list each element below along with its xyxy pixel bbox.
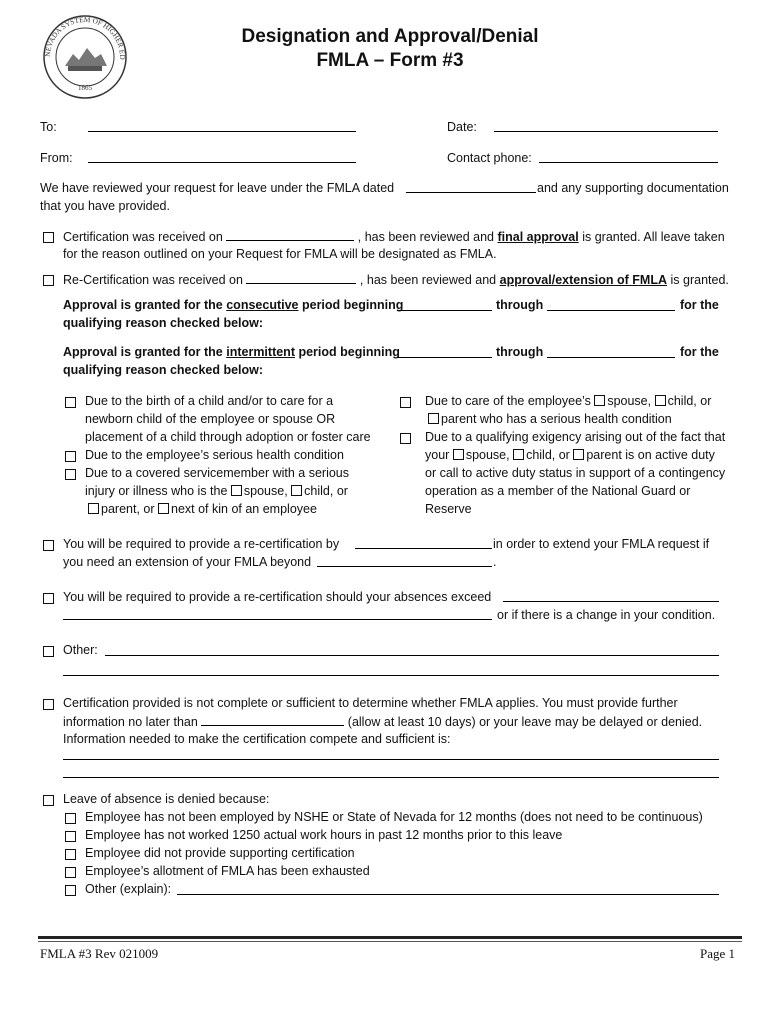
denied-reason-text: Employee has not been employed by NSHE or State of Nevada for 12 months (does not need to be continuous) <box>85 810 703 824</box>
exigency-line-3: or call to active duty status in support of a contingency <box>425 466 726 480</box>
servicemember-child-checkbox[interactable] <box>291 485 302 496</box>
own-health-checkbox[interactable] <box>65 451 76 462</box>
no-later-than-field[interactable] <box>201 713 344 726</box>
recert-exceed-line-2: or if there is a change in your condition. <box>497 608 716 622</box>
intermittent-for-the: for the <box>680 345 719 359</box>
intermittent-begin-field[interactable] <box>397 357 492 358</box>
exigency-checkbox[interactable] <box>400 433 411 444</box>
recert-required-line-1a: You will be required to provide a re-certification by <box>63 537 340 551</box>
birth-line-3: placement of a child through adoption or foster care <box>85 430 371 444</box>
intro-line-2: that you have provided. <box>40 199 170 213</box>
other-field-1[interactable] <box>105 655 719 656</box>
denied-reason-text: Employee has not worked 1250 actual work hours in past 12 months prior to this leave <box>85 828 563 842</box>
servicemember-text-a: injury or illness who is the <box>85 484 228 498</box>
care-family-text-a: Due to care of the employee’s <box>425 394 591 408</box>
certification-text-c: is granted. All leave taken <box>582 230 725 244</box>
servicemember-spouse-label: spouse, <box>243 484 288 498</box>
info-needed-field-2[interactable] <box>63 777 719 778</box>
exigency-spouse-label: spouse, <box>465 448 510 462</box>
care-parent-checkbox[interactable] <box>428 413 439 424</box>
info-needed-field-1[interactable] <box>63 759 719 760</box>
from-field[interactable] <box>88 162 356 163</box>
care-parent-label: parent who has a serious health condition <box>441 412 672 426</box>
exigency-your: your <box>425 448 450 462</box>
nshe-seal-logo <box>35 14 135 100</box>
exigency-parent-label: parent is on active duty <box>586 448 715 462</box>
denied-reason-text: Employee did not provide supporting certification <box>85 846 355 860</box>
servicemember-spouse-checkbox[interactable] <box>231 485 242 496</box>
consecutive-word: consecutive <box>226 298 299 312</box>
servicemember-line-2 <box>85 483 348 500</box>
intermittent-line-1 <box>63 344 400 361</box>
incomplete-line-2 <box>63 713 702 731</box>
consecutive-text-a: Approval is granted for the <box>63 298 223 312</box>
certification-date-field[interactable] <box>226 228 354 241</box>
exigency-line-4: operation as a member of the National Guard or <box>425 484 691 498</box>
exigency-child-checkbox[interactable] <box>513 449 524 460</box>
denied-reason-checkbox[interactable] <box>65 867 76 878</box>
recert-exceed-line-1: You will be required to provide a re-certification should your absences exceed <box>63 590 492 604</box>
recert-required-checkbox[interactable] <box>43 540 54 551</box>
care-family-line-2 <box>428 411 672 428</box>
care-family-line-1 <box>425 393 711 410</box>
recert-required-line-1b: in order to extend your FMLA request if <box>493 537 710 551</box>
intermittent-text-a: Approval is granted for the <box>63 345 223 359</box>
intro-line-1b: and any supporting documentation <box>537 181 729 195</box>
certification-text-b: , has been reviewed and <box>357 230 494 244</box>
certification-checkbox[interactable] <box>43 232 54 243</box>
date-label: Date: <box>447 120 477 134</box>
from-label: From: <box>40 151 73 165</box>
date-field[interactable] <box>494 131 718 132</box>
intermittent-text-b: period beginning <box>298 345 400 359</box>
incomplete-text-b: (allow at least 10 days) or your leave may be delayed or denied. <box>347 715 703 729</box>
denied-reason-text: Other (explain): <box>85 882 172 896</box>
recert-exceed-checkbox[interactable] <box>43 593 54 604</box>
care-child-checkbox[interactable] <box>655 395 666 406</box>
title-line-2: FMLA – Form #3 <box>316 50 464 71</box>
to-label: To: <box>40 120 57 134</box>
intro-line-1a: We have reviewed your request for leave under the FMLA dated <box>40 181 395 195</box>
to-field[interactable] <box>88 131 356 132</box>
leave-denied-checkbox[interactable] <box>43 795 54 806</box>
recert-required-line-2a: you need an extension of your FMLA beyond <box>63 555 312 569</box>
other-field-2[interactable] <box>63 675 719 676</box>
contact-phone-label: Contact phone: <box>447 151 532 165</box>
servicemember-kin-label: next of kin of an employee <box>171 502 317 516</box>
leave-denied-label: Leave of absence is denied because: <box>63 792 270 806</box>
care-spouse-label: spouse, <box>607 394 652 408</box>
servicemember-child-label: child, or <box>304 484 348 498</box>
consecutive-for-the: for the <box>680 298 719 312</box>
denied-reason-checkbox[interactable] <box>65 849 76 860</box>
servicemember-kin-checkbox[interactable] <box>158 503 169 514</box>
exigency-line-1: Due to a qualifying exigency arising out of the fact that <box>425 430 726 444</box>
exigency-line-2 <box>425 447 715 464</box>
recert-by-field[interactable] <box>355 548 492 549</box>
servicemember-parent-label: parent, or <box>101 502 155 516</box>
other-label: Other: <box>63 643 98 657</box>
consecutive-begin-field[interactable] <box>397 310 492 311</box>
contact-phone-field[interactable] <box>539 162 718 163</box>
recertification-date-field[interactable] <box>246 271 356 284</box>
recertification-text-b: , has been reviewed and <box>359 273 497 287</box>
footer-divider <box>38 936 742 939</box>
consecutive-line-2: qualifying reason checked below: <box>63 316 264 330</box>
recertification-line-1 <box>63 271 729 289</box>
denied-reason-text: Employee’s allotment of FMLA has been exhausted <box>85 864 370 878</box>
recertification-text-c: is granted. <box>670 273 729 287</box>
servicemember-parent-checkbox[interactable] <box>88 503 99 514</box>
consecutive-line-1 <box>63 297 403 314</box>
approval-extension-text: approval/extension of FMLA <box>499 273 668 287</box>
servicemember-line-3 <box>88 501 317 518</box>
incomplete-line-3: Information needed to make the certification compete and sufficient is: <box>63 732 451 746</box>
recertification-text-a: Re-Certification was received on <box>63 273 243 287</box>
certification-line-2: for the reason outlined on your Request for FMLA will be designated as FMLA. <box>63 247 497 261</box>
footer-page-number: Page 1 <box>700 946 736 961</box>
incomplete-line-1: Certification provided is not complete or sufficient to determine whether FMLA applies. You must provide further <box>63 696 678 710</box>
intermittent-end-field[interactable] <box>547 357 675 358</box>
seal-year: 1865 <box>78 84 92 92</box>
extension-beyond-field[interactable] <box>317 566 492 567</box>
consecutive-text-b: period beginning <box>301 298 404 312</box>
care-child-label: child, or <box>667 394 712 408</box>
final-approval-text: final approval <box>497 230 579 244</box>
denied-other-explain-field[interactable] <box>177 894 719 895</box>
servicemember-line-1: Due to a covered servicemember with a serious <box>85 466 350 480</box>
title-line-1: Designation and Approval/Denial <box>241 26 539 47</box>
servicemember-checkbox[interactable] <box>65 469 76 480</box>
birth-adoption-checkbox[interactable] <box>65 397 76 408</box>
footer-form-revision: FMLA #3 Rev 021009 <box>40 946 159 961</box>
exigency-parent-checkbox[interactable] <box>573 449 584 460</box>
page-title <box>170 25 610 73</box>
exigency-line-5: Reserve <box>425 502 472 516</box>
exigency-child-label: child, or <box>526 448 570 462</box>
care-spouse-checkbox[interactable] <box>594 395 605 406</box>
exigency-spouse-checkbox[interactable] <box>453 449 464 460</box>
absences-exceed-field-2[interactable] <box>63 619 492 620</box>
intermittent-through: through <box>496 345 544 359</box>
footer-divider-thin <box>38 941 742 942</box>
incomplete-text-a: information no later than <box>63 715 198 729</box>
recertification-checkbox[interactable] <box>43 275 54 286</box>
birth-line-1: Due to the birth of a child and/or to care for a <box>85 394 334 408</box>
other-checkbox[interactable] <box>43 646 54 657</box>
consecutive-through: through <box>496 298 544 312</box>
denied-reason-checkbox[interactable] <box>65 885 76 896</box>
care-family-checkbox[interactable] <box>400 397 411 408</box>
certification-line-1 <box>63 228 725 246</box>
intermittent-line-2: qualifying reason checked below: <box>63 363 264 377</box>
incomplete-certification-checkbox[interactable] <box>43 699 54 710</box>
denied-reason-checkbox[interactable] <box>65 831 76 842</box>
denied-reason-checkbox[interactable] <box>65 813 76 824</box>
own-health-text: Due to the employee’s serious health condition <box>85 448 344 462</box>
seal-ring-text: NEVADA SYSTEM OF HIGHER ED <box>42 14 128 60</box>
certification-text-a: Certification was received on <box>63 230 223 244</box>
recert-required-line-2b: . <box>493 555 497 569</box>
absences-exceed-field-1[interactable] <box>503 601 719 602</box>
intermittent-word: intermittent <box>226 345 295 359</box>
birth-line-2: newborn child of the employee or spouse OR <box>85 412 336 426</box>
consecutive-end-field[interactable] <box>547 310 675 311</box>
fmla-dated-field[interactable] <box>406 192 536 193</box>
